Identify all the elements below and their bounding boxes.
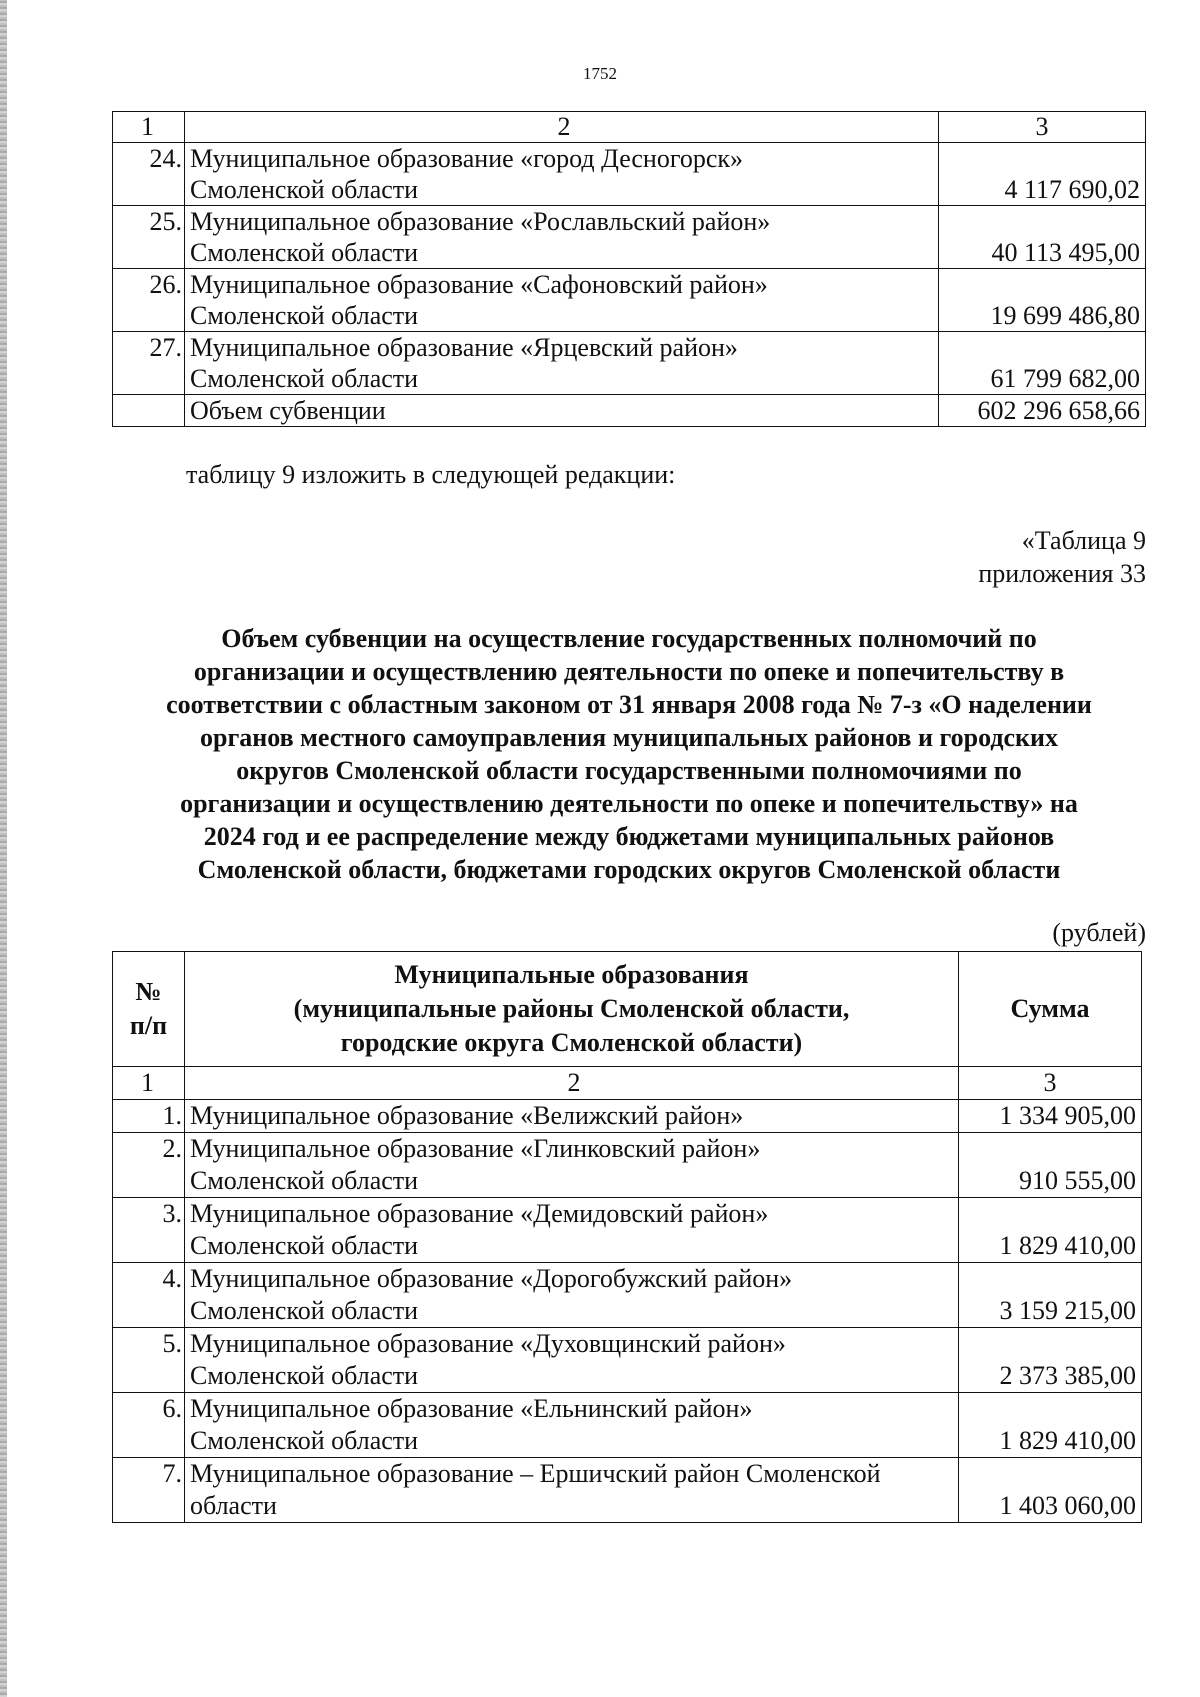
row-name: Муниципальное образование – Ершичский район Смоленской области	[185, 1458, 959, 1523]
subvention-table	[112, 951, 1142, 1523]
row-name: Муниципальное образование «Дорогобужский район» Смоленской области	[185, 1263, 959, 1328]
row-number: 2.	[113, 1133, 185, 1198]
total-label: Объем субвенции	[185, 395, 939, 427]
title-line: Смоленской области, бюджетами городских округов Смоленской области	[197, 855, 1061, 884]
row-number: 27.	[113, 332, 185, 395]
table-row	[113, 1198, 1142, 1263]
row-amount: 1 829 410,00	[959, 1393, 1142, 1458]
row-name: Муниципальное образование «Глинковский район» Смоленской области	[185, 1133, 959, 1198]
table-row	[113, 1393, 1142, 1458]
col-number-2: 2	[185, 112, 939, 143]
title-line: органов местного самоуправления муниципальных районов и городских	[200, 723, 1058, 752]
col-number-2: 2	[185, 1067, 959, 1100]
table-header-row	[113, 112, 1146, 143]
row-number: 3.	[113, 1198, 185, 1263]
units-label: (рублей)	[1052, 918, 1146, 947]
row-name: Муниципальное образование «город Десногорск» Смоленской области	[185, 143, 939, 206]
table-reference-line1: «Таблица 9	[1021, 526, 1146, 555]
header-number: № п/п	[113, 952, 185, 1067]
row-name: Муниципальное образование «Демидовский район» Смоленской области	[185, 1198, 959, 1263]
table-row	[113, 206, 1146, 269]
col-number-1: 1	[113, 112, 185, 143]
intro-text: таблицу 9 изложить в следующей редакции:	[186, 460, 676, 489]
scan-edge	[0, 0, 7, 1697]
table-reference-line2: приложения 33	[978, 559, 1146, 588]
row-number: 26.	[113, 269, 185, 332]
document-title	[112, 622, 1146, 886]
row-name: Муниципальное образование «Сафоновский район» Смоленской области	[185, 269, 939, 332]
col-number-3: 3	[959, 1067, 1142, 1100]
total-number	[113, 395, 185, 427]
row-amount: 910 555,00	[959, 1133, 1142, 1198]
header-amount: Сумма	[959, 952, 1142, 1067]
row-number: 6.	[113, 1393, 185, 1458]
row-number: 25.	[113, 206, 185, 269]
row-amount: 19 699 486,80	[939, 269, 1146, 332]
total-row	[113, 395, 1146, 427]
table-row	[113, 332, 1146, 395]
row-name: Муниципальное образование «Ярцевский район» Смоленской области	[185, 332, 939, 395]
col-number-1: 1	[113, 1067, 185, 1100]
title-line: организации и осуществлению деятельности по опеке и попечительству в	[193, 657, 1065, 686]
total-amount: 602 296 658,66	[939, 395, 1146, 427]
continued-table	[112, 111, 1146, 427]
row-amount: 3 159 215,00	[959, 1263, 1142, 1328]
title-line: 2024 год и ее распределение между бюджетами муниципальных районов	[203, 822, 1055, 851]
table-row	[113, 143, 1146, 206]
row-amount: 61 799 682,00	[939, 332, 1146, 395]
page-number: 1752	[583, 64, 617, 83]
row-name: Муниципальное образование «Ельнинский район» Смоленской области	[185, 1393, 959, 1458]
table-row	[113, 1133, 1142, 1198]
title-line: Объем субвенции на осуществление государственных полномочий по	[221, 624, 1037, 653]
table-row	[113, 1100, 1142, 1133]
row-name: Муниципальное образование «Духовщинский район» Смоленской области	[185, 1328, 959, 1393]
col-number-3: 3	[939, 112, 1146, 143]
row-amount: 2 373 385,00	[959, 1328, 1142, 1393]
row-amount: 4 117 690,02	[939, 143, 1146, 206]
row-amount: 1 829 410,00	[959, 1198, 1142, 1263]
row-amount: 1 334 905,00	[959, 1100, 1142, 1133]
title-line: округов Смоленской области государственными полномочиями по	[236, 756, 1022, 785]
table-row	[113, 1458, 1142, 1523]
header-municipality: Муниципальные образования (муниципальные районы Смоленской области, городские округа Смоленской области)	[185, 952, 959, 1067]
row-name: Муниципальное образование «Велижский район»	[185, 1100, 959, 1133]
column-number-row	[113, 1067, 1142, 1100]
title-line: соответствии с областным законом от 31 января 2008 года № 7-з «О наделении	[166, 690, 1092, 719]
row-number: 4.	[113, 1263, 185, 1328]
table-row	[113, 1328, 1142, 1393]
row-number: 5.	[113, 1328, 185, 1393]
table-row	[113, 269, 1146, 332]
table-row	[113, 1263, 1142, 1328]
row-number: 1.	[113, 1100, 185, 1133]
table-reference	[978, 524, 1146, 590]
row-number: 7.	[113, 1458, 185, 1523]
row-amount: 1 403 060,00	[959, 1458, 1142, 1523]
row-number: 24.	[113, 143, 185, 206]
title-line: организации и осуществлению деятельности по опеке и попечительству» на	[180, 789, 1078, 818]
row-name: Муниципальное образование «Рославльский район» Смоленской области	[185, 206, 939, 269]
table-header-row	[113, 952, 1142, 1067]
row-amount: 40 113 495,00	[939, 206, 1146, 269]
